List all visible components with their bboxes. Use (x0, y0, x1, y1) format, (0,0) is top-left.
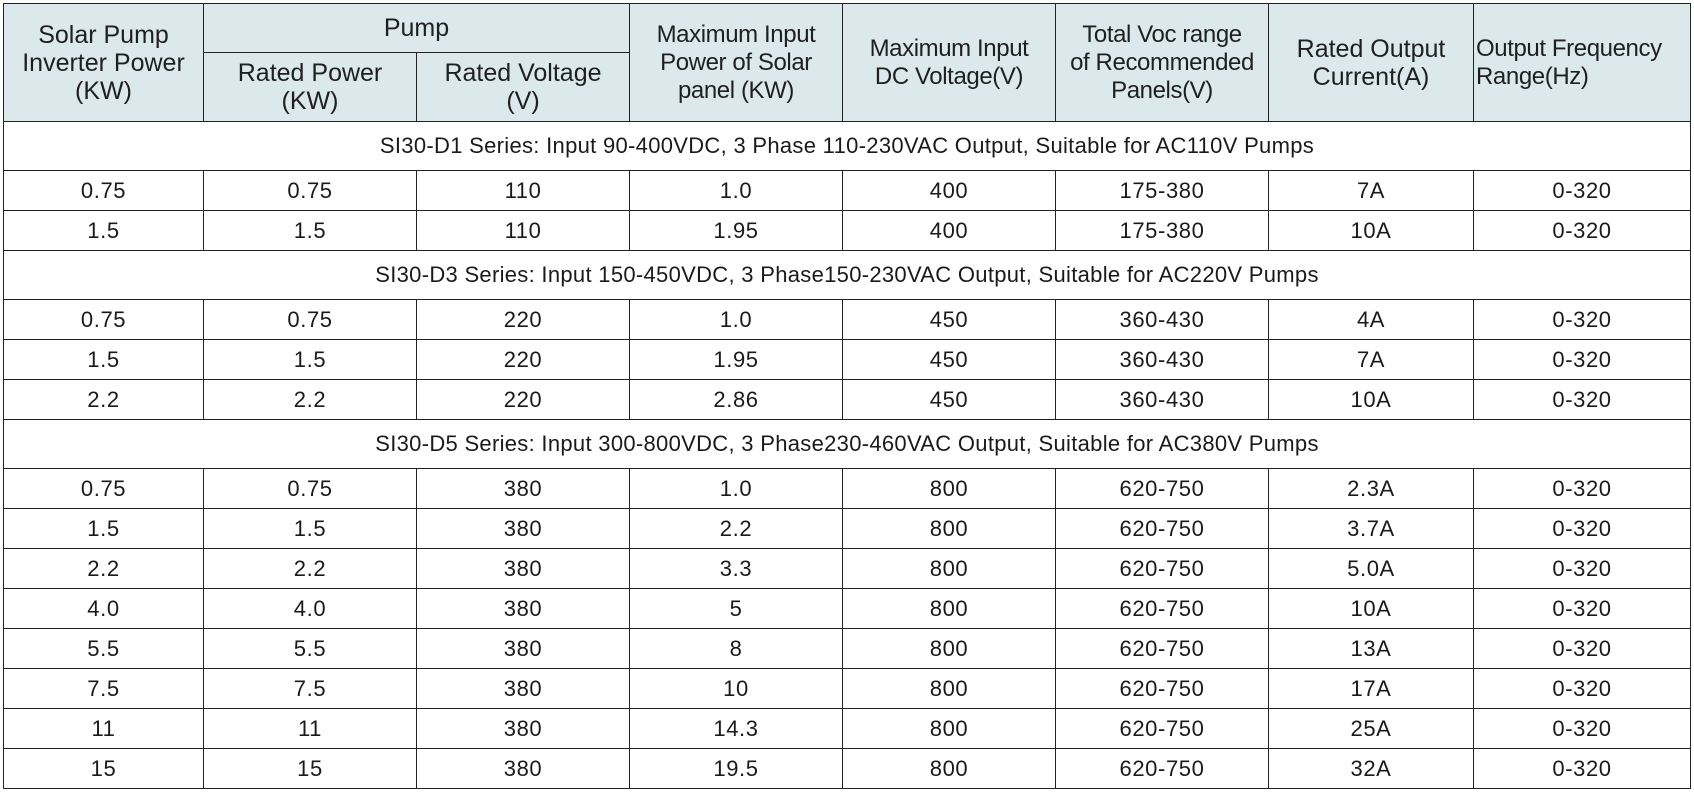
max-dc-voltage-cell: 450 (843, 380, 1056, 420)
rated-power-cell: 0.75 (204, 469, 417, 509)
rated-voltage-cell: 380 (417, 709, 630, 749)
rated-power-cell: 1.5 (204, 509, 417, 549)
output-frequency-cell: 0-320 (1474, 211, 1691, 251)
max-solar-power-cell: 1.0 (630, 300, 843, 340)
voc-range-cell: 620-750 (1056, 669, 1269, 709)
output-frequency-cell: 0-320 (1474, 629, 1691, 669)
rated-voltage-cell: 220 (417, 380, 630, 420)
voc-range-cell: 360-430 (1056, 340, 1269, 380)
rated-voltage-cell: 110 (417, 211, 630, 251)
inverter-power-cell: 7.5 (4, 669, 204, 709)
max-dc-voltage-cell: 800 (843, 509, 1056, 549)
max-dc-voltage-cell: 800 (843, 709, 1056, 749)
max-solar-power-cell: 14.3 (630, 709, 843, 749)
max-dc-voltage-cell: 800 (843, 669, 1056, 709)
inverter-power-cell: 1.5 (4, 211, 204, 251)
output-frequency-cell: 0-320 (1474, 589, 1691, 629)
inverter-power-cell: 0.75 (4, 300, 204, 340)
output-current-cell: 7A (1269, 340, 1474, 380)
header-rated-voltage: Rated Voltage (V) (417, 53, 630, 122)
table-row (4, 469, 1691, 509)
table-row (4, 709, 1691, 749)
output-current-cell: 3.7A (1269, 509, 1474, 549)
max-dc-voltage-cell: 800 (843, 749, 1056, 789)
max-dc-voltage-cell: 450 (843, 300, 1056, 340)
rated-power-cell: 1.5 (204, 211, 417, 251)
rated-voltage-cell: 220 (417, 300, 630, 340)
inverter-power-cell: 5.5 (4, 629, 204, 669)
rated-voltage-cell: 380 (417, 629, 630, 669)
output-frequency-cell: 0-320 (1474, 380, 1691, 420)
max-solar-power-cell: 2.2 (630, 509, 843, 549)
max-solar-power-cell: 8 (630, 629, 843, 669)
rated-power-cell: 11 (204, 709, 417, 749)
header-inverter-power: Solar Pump Inverter Power (KW) (4, 4, 204, 122)
inverter-power-cell: 0.75 (4, 469, 204, 509)
output-frequency-cell: 0-320 (1474, 171, 1691, 211)
inverter-power-cell: 4.0 (4, 589, 204, 629)
series-title: SI30-D5 Series: Input 300-800VDC, 3 Phase230-460VAC Output, Suitable for AC380V Pumps (4, 420, 1691, 469)
output-current-cell: 2.3A (1269, 469, 1474, 509)
output-frequency-cell: 0-320 (1474, 340, 1691, 380)
rated-power-cell: 1.5 (204, 340, 417, 380)
max-solar-power-cell: 19.5 (630, 749, 843, 789)
table-row (4, 669, 1691, 709)
max-solar-power-cell: 5 (630, 589, 843, 629)
voc-range-cell: 360-430 (1056, 380, 1269, 420)
series-row (4, 122, 1691, 171)
output-current-cell: 5.0A (1269, 549, 1474, 589)
table-row (4, 340, 1691, 380)
max-solar-power-cell: 3.3 (630, 549, 843, 589)
max-solar-power-cell: 1.95 (630, 340, 843, 380)
max-solar-power-cell: 1.95 (630, 211, 843, 251)
voc-range-cell: 620-750 (1056, 469, 1269, 509)
header-pump-group: Pump (204, 4, 630, 53)
output-frequency-cell: 0-320 (1474, 469, 1691, 509)
max-dc-voltage-cell: 400 (843, 211, 1056, 251)
max-dc-voltage-cell: 450 (843, 340, 1056, 380)
rated-power-cell: 0.75 (204, 171, 417, 211)
voc-range-cell: 620-750 (1056, 589, 1269, 629)
rated-voltage-cell: 380 (417, 669, 630, 709)
table-header (4, 4, 1691, 122)
voc-range-cell: 175-380 (1056, 211, 1269, 251)
output-current-cell: 10A (1269, 211, 1474, 251)
inverter-power-cell: 2.2 (4, 549, 204, 589)
max-solar-power-cell: 1.0 (630, 469, 843, 509)
output-frequency-cell: 0-320 (1474, 709, 1691, 749)
voc-range-cell: 620-750 (1056, 709, 1269, 749)
voc-range-cell: 620-750 (1056, 509, 1269, 549)
rated-voltage-cell: 380 (417, 549, 630, 589)
rated-power-cell: 15 (204, 749, 417, 789)
solar-pump-inverter-spec-table (3, 3, 1691, 789)
header-max-input-solar-power: Maximum Input Power of Solar panel (KW) (630, 4, 843, 122)
max-solar-power-cell: 1.0 (630, 171, 843, 211)
output-current-cell: 10A (1269, 589, 1474, 629)
inverter-power-cell: 0.75 (4, 171, 204, 211)
output-frequency-cell: 0-320 (1474, 300, 1691, 340)
table-row (4, 171, 1691, 211)
max-dc-voltage-cell: 800 (843, 589, 1056, 629)
series-title: SI30-D3 Series: Input 150-450VDC, 3 Phase150-230VAC Output, Suitable for AC220V Pumps (4, 251, 1691, 300)
table-row (4, 589, 1691, 629)
output-current-cell: 4A (1269, 300, 1474, 340)
output-current-cell: 7A (1269, 171, 1474, 211)
output-frequency-cell: 0-320 (1474, 669, 1691, 709)
max-solar-power-cell: 10 (630, 669, 843, 709)
max-dc-voltage-cell: 800 (843, 629, 1056, 669)
inverter-power-cell: 11 (4, 709, 204, 749)
voc-range-cell: 620-750 (1056, 549, 1269, 589)
max-dc-voltage-cell: 800 (843, 549, 1056, 589)
series-row (4, 420, 1691, 469)
table-row (4, 380, 1691, 420)
voc-range-cell: 620-750 (1056, 629, 1269, 669)
table-row (4, 509, 1691, 549)
rated-power-cell: 5.5 (204, 629, 417, 669)
inverter-power-cell: 15 (4, 749, 204, 789)
header-rated-power: Rated Power (KW) (204, 53, 417, 122)
output-frequency-cell: 0-320 (1474, 549, 1691, 589)
inverter-power-cell: 1.5 (4, 509, 204, 549)
table-row (4, 300, 1691, 340)
rated-power-cell: 2.2 (204, 380, 417, 420)
rated-voltage-cell: 110 (417, 171, 630, 211)
voc-range-cell: 360-430 (1056, 300, 1269, 340)
rated-voltage-cell: 220 (417, 340, 630, 380)
rated-power-cell: 4.0 (204, 589, 417, 629)
series-row (4, 251, 1691, 300)
rated-voltage-cell: 380 (417, 589, 630, 629)
table-row (4, 629, 1691, 669)
rated-power-cell: 0.75 (204, 300, 417, 340)
header-max-input-dc-voltage: Maximum Input DC Voltage(V) (843, 4, 1056, 122)
rated-voltage-cell: 380 (417, 509, 630, 549)
header-total-voc-range: Total Voc range of Recommended Panels(V) (1056, 4, 1269, 122)
output-current-cell: 17A (1269, 669, 1474, 709)
table-row (4, 549, 1691, 589)
max-solar-power-cell: 2.86 (630, 380, 843, 420)
table-row (4, 749, 1691, 789)
table-body (4, 122, 1691, 789)
header-output-frequency: Output Frequency Range(Hz) (1474, 4, 1691, 122)
max-dc-voltage-cell: 400 (843, 171, 1056, 211)
output-current-cell: 13A (1269, 629, 1474, 669)
header-rated-output-current: Rated Output Current(A) (1269, 4, 1474, 122)
max-dc-voltage-cell: 800 (843, 469, 1056, 509)
output-current-cell: 25A (1269, 709, 1474, 749)
voc-range-cell: 620-750 (1056, 749, 1269, 789)
output-current-cell: 32A (1269, 749, 1474, 789)
voc-range-cell: 175-380 (1056, 171, 1269, 211)
rated-power-cell: 7.5 (204, 669, 417, 709)
inverter-power-cell: 2.2 (4, 380, 204, 420)
output-frequency-cell: 0-320 (1474, 749, 1691, 789)
series-title: SI30-D1 Series: Input 90-400VDC, 3 Phase 110-230VAC Output, Suitable for AC110V Pumps (4, 122, 1691, 171)
rated-power-cell: 2.2 (204, 549, 417, 589)
rated-voltage-cell: 380 (417, 469, 630, 509)
table-row (4, 211, 1691, 251)
rated-voltage-cell: 380 (417, 749, 630, 789)
output-frequency-cell: 0-320 (1474, 509, 1691, 549)
output-current-cell: 10A (1269, 380, 1474, 420)
inverter-power-cell: 1.5 (4, 340, 204, 380)
